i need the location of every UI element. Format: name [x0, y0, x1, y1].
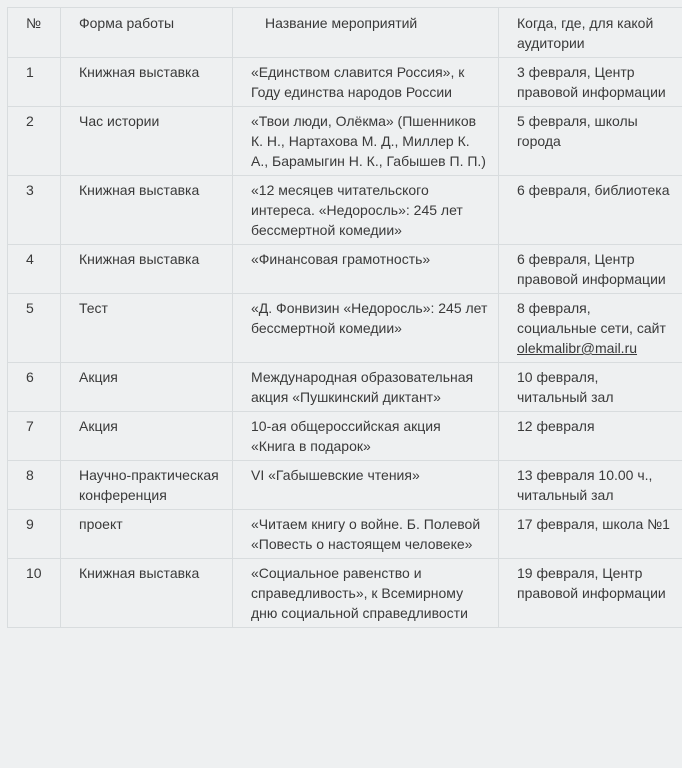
row-form [61, 58, 233, 107]
row-event-name [233, 58, 499, 107]
row-number [8, 510, 61, 559]
row-when-where-text: 6 февраля, библиотека [517, 182, 670, 198]
row-form-text: проект [79, 516, 123, 532]
row-number-text: 10 [26, 565, 42, 581]
row-event-name-text: «Д. Фонвизин «Недоросль»: 245 лет бессмертной комедии» [251, 300, 488, 336]
row-when-where [499, 245, 682, 294]
row-number [8, 58, 61, 107]
row-form-text: Тест [79, 300, 108, 316]
row-when-where [499, 510, 682, 559]
row-when-where [499, 559, 682, 628]
row-when-where [499, 58, 682, 107]
row-event-name [233, 294, 499, 363]
table-row [8, 245, 682, 294]
row-event-name-text: «Финансовая грамотность» [251, 251, 431, 267]
row-form [61, 107, 233, 176]
row-number [8, 412, 61, 461]
row-form [61, 245, 233, 294]
header-number: № [8, 8, 61, 58]
header-when-where: Когда, где, для какой аудитории [499, 8, 682, 58]
row-number [8, 363, 61, 412]
row-number-text: 3 [26, 182, 34, 198]
row-when-where [499, 294, 682, 363]
row-event-name [233, 461, 499, 510]
table-row [8, 510, 682, 559]
row-number-text: 1 [26, 64, 34, 80]
row-number [8, 107, 61, 176]
events-table [7, 7, 682, 628]
row-form-text: Акция [79, 369, 118, 385]
table-row [8, 107, 682, 176]
row-event-name-text: «Твои люди, Олёкма» (Пшенников К. Н., Нартахова М. Д., Миллер К. А., Барамыгин Н. К., Габышев П. П.) [251, 113, 486, 169]
row-event-name-text: «Социальное равенство и справедливость», к Всемирному дню социальной справедливости [251, 565, 468, 621]
row-form [61, 294, 233, 363]
row-event-name [233, 245, 499, 294]
row-event-name-text: «12 месяцев читательского интереса. «Недоросль»: 245 лет бессмертной комедии» [251, 182, 463, 238]
row-form [61, 461, 233, 510]
table-row [8, 412, 682, 461]
row-number [8, 461, 61, 510]
header-event-name: Название мероприятий [233, 8, 499, 58]
row-number-text: 8 [26, 467, 34, 483]
row-number-text: 9 [26, 516, 34, 532]
row-when-where-text: 19 февраля, Центр правовой информации [517, 565, 666, 601]
row-event-name-text: «Единством славится Россия», к Году единства народов России [251, 64, 465, 100]
table-header-row [8, 8, 682, 58]
row-form-text: Книжная выставка [79, 182, 200, 198]
header-form: Форма работы [61, 8, 233, 58]
row-number [8, 176, 61, 245]
row-event-name-text: VI «Габышевские чтения» [251, 467, 420, 483]
row-form [61, 559, 233, 628]
row-event-name-text: Международная образовательная акция «Пушкинский диктант» [251, 369, 474, 405]
row-event-name [233, 510, 499, 559]
row-form-text: Книжная выставка [79, 64, 200, 80]
row-form-text: Акция [79, 418, 118, 434]
row-number [8, 294, 61, 363]
row-when-where [499, 107, 682, 176]
events-table-body [8, 8, 682, 628]
table-row [8, 176, 682, 245]
row-event-name [233, 412, 499, 461]
row-when-where [499, 412, 682, 461]
row-form [61, 363, 233, 412]
row-form [61, 412, 233, 461]
table-row [8, 294, 682, 363]
row-event-name [233, 176, 499, 245]
row-form-text: Научно-практическая конференция [79, 467, 219, 503]
row-number [8, 245, 61, 294]
table-row [8, 363, 682, 412]
row-form-text: Книжная выставка [79, 251, 200, 267]
row-event-name [233, 559, 499, 628]
row-when-where-text: 13 февраля 10.00 ч., читальный зал [517, 467, 653, 503]
row-form-text: Книжная выставка [79, 565, 200, 581]
table-row [8, 461, 682, 510]
row-when-where [499, 461, 682, 510]
row-event-name [233, 107, 499, 176]
email-link[interactable]: olekmalibr@mail.ru [517, 340, 638, 356]
row-when-where-text: 6 февраля, Центр правовой информации [517, 251, 666, 287]
row-when-where-text: 8 февраля, социальные сети, сайт [517, 300, 666, 336]
row-number-text: 4 [26, 251, 34, 267]
row-when-where-text: 10 февраля, читальный зал [517, 369, 614, 405]
row-when-where-text: 17 февраля, школа №1 [517, 516, 670, 532]
row-form [61, 176, 233, 245]
table-row [8, 559, 682, 628]
row-number-text: 7 [26, 418, 34, 434]
row-number [8, 559, 61, 628]
row-when-where [499, 363, 682, 412]
row-event-name [233, 363, 499, 412]
row-when-where-text: 12 февраля [517, 418, 595, 434]
row-number-text: 5 [26, 300, 34, 316]
row-when-where [499, 176, 682, 245]
table-row [8, 58, 682, 107]
row-event-name-text: «Читаем книгу о войне. Б. Полевой «Повесть о настоящем человеке» [251, 516, 481, 552]
row-when-where-text: 3 февраля, Центр правовой информации [517, 64, 666, 100]
row-event-name-text: 10-ая общероссийская акция «Книга в подарок» [251, 418, 441, 454]
row-form [61, 510, 233, 559]
row-form-text: Час истории [79, 113, 160, 129]
row-number-text: 6 [26, 369, 34, 385]
row-when-where-text: 5 февраля, школы города [517, 113, 638, 149]
row-number-text: 2 [26, 113, 34, 129]
